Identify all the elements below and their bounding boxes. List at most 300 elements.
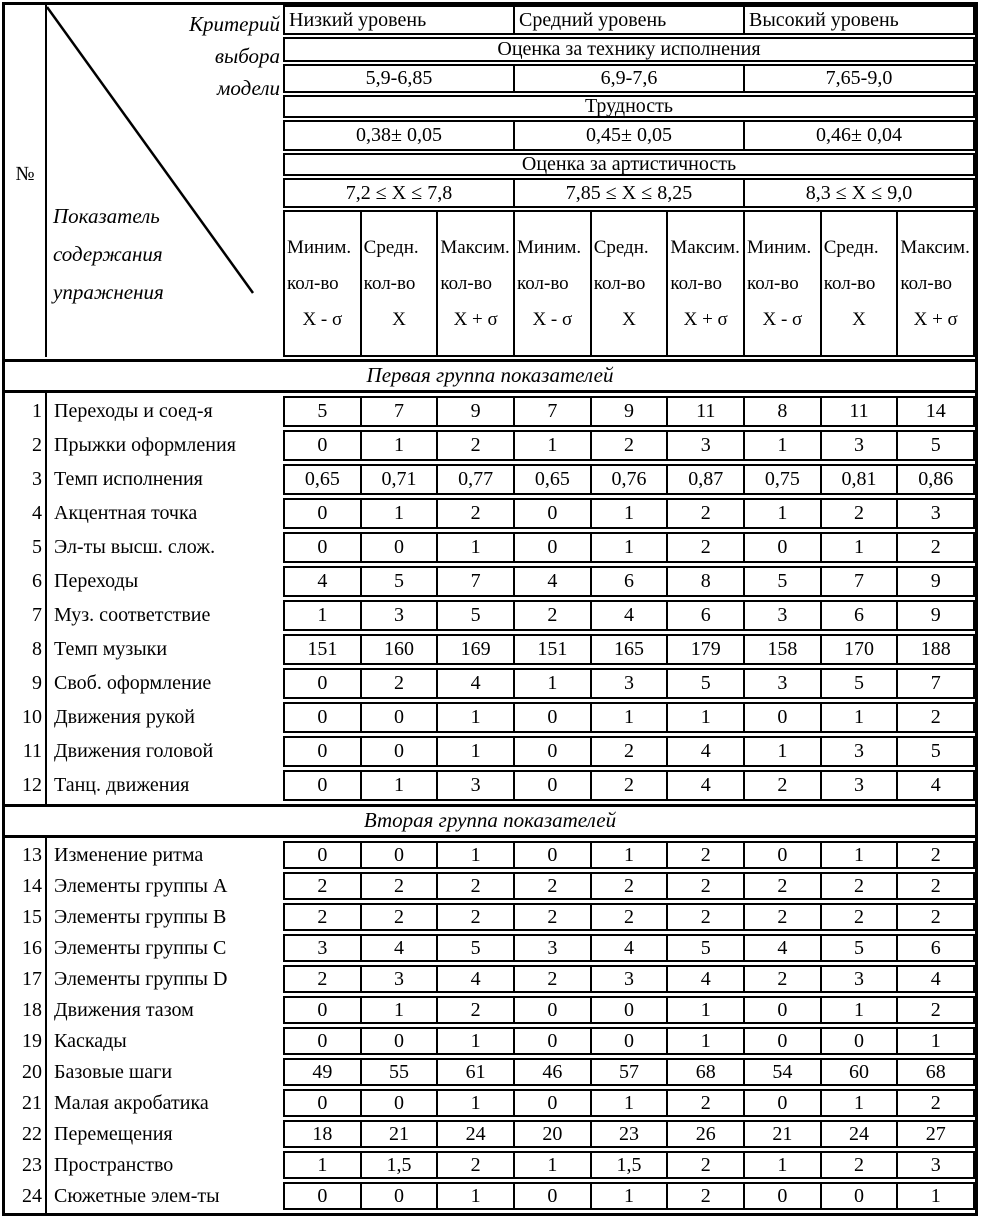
row-label: Муз. соответствие bbox=[54, 604, 211, 626]
value-cell: 170 bbox=[820, 634, 899, 665]
subcolumn-title: Миним. bbox=[747, 236, 812, 258]
table-row bbox=[5, 965, 975, 993]
value-cell: 2 bbox=[820, 498, 899, 529]
value-cell: 68 bbox=[666, 1058, 745, 1086]
value-cell: 3 bbox=[436, 770, 515, 801]
table-row bbox=[5, 464, 975, 495]
value-cell: 0 bbox=[283, 1182, 362, 1210]
table-row bbox=[5, 1182, 975, 1210]
row-label: Акцентная точка bbox=[54, 502, 198, 524]
value-cell: 2 bbox=[666, 841, 745, 869]
value-cell: 1 bbox=[896, 1027, 975, 1055]
value-cell: 5 bbox=[820, 934, 899, 962]
difficulty-value-row bbox=[283, 120, 975, 151]
row-label: Переходы и соед-я bbox=[54, 400, 213, 422]
table-row bbox=[5, 903, 975, 931]
value-cell: 46 bbox=[513, 1058, 592, 1086]
value-cell: 2 bbox=[360, 668, 439, 699]
value-cell: 0 bbox=[743, 1089, 822, 1117]
subcolumn-unit: кол-во bbox=[747, 272, 799, 294]
value-cell: 2 bbox=[666, 903, 745, 931]
subcolumn-formula: X bbox=[852, 308, 866, 330]
indicator-corner-label bbox=[53, 197, 164, 311]
value-cell: 0 bbox=[283, 770, 362, 801]
value-cell: 0 bbox=[283, 1027, 362, 1055]
subcolumn-title: Максим. bbox=[440, 236, 510, 258]
value-cell: 1 bbox=[436, 841, 515, 869]
value-cell: 0 bbox=[360, 736, 439, 767]
value-cell: 0 bbox=[283, 1089, 362, 1117]
subcolumn-title: Миним. bbox=[287, 236, 352, 258]
subcolumn-unit: кол-во bbox=[593, 272, 646, 294]
value-cell: 11 bbox=[666, 396, 745, 427]
value-cell: 0,81 bbox=[820, 464, 899, 495]
value-cell: 0 bbox=[820, 1182, 899, 1210]
row-label: Своб. оформление bbox=[54, 672, 212, 694]
value-cell: 0 bbox=[820, 1027, 899, 1055]
technique-range-high: 7,65-9,0 bbox=[743, 64, 975, 93]
value-cell: 1 bbox=[360, 770, 439, 801]
value-cell: 2 bbox=[820, 903, 899, 931]
value-cell: 1 bbox=[743, 430, 822, 461]
value-cell: 2 bbox=[283, 965, 362, 993]
value-cell: 0 bbox=[283, 736, 362, 767]
value-cell: 9 bbox=[590, 396, 669, 427]
row-number: 13 bbox=[22, 843, 42, 866]
artistry-score-header-row bbox=[283, 153, 975, 176]
value-cell: 4 bbox=[666, 736, 745, 767]
value-cell: 0,71 bbox=[360, 464, 439, 495]
value-cell: 18 bbox=[283, 1120, 362, 1148]
value-cell: 1 bbox=[436, 1182, 515, 1210]
row-number: 11 bbox=[22, 740, 42, 762]
value-cell: 1 bbox=[666, 702, 745, 733]
value-cell: 1 bbox=[820, 702, 899, 733]
value-cell: 1 bbox=[743, 736, 822, 767]
row-number: 4 bbox=[32, 502, 42, 524]
value-cell: 1 bbox=[590, 1089, 669, 1117]
row-number: 14 bbox=[22, 874, 42, 897]
value-cell: 1 bbox=[360, 430, 439, 461]
technique-range-mid: 6,9-7,6 bbox=[513, 64, 745, 93]
value-cell: 68 bbox=[896, 1058, 975, 1086]
value-cell: 2 bbox=[436, 996, 515, 1024]
value-cell: 7 bbox=[820, 566, 899, 597]
value-cell: 1 bbox=[436, 736, 515, 767]
value-cell: 3 bbox=[360, 965, 439, 993]
row-number: 12 bbox=[22, 774, 42, 796]
difficulty-value-low: 0,38± 0,05 bbox=[283, 120, 515, 151]
row-label: Движения тазом bbox=[54, 998, 194, 1021]
value-cell: 1 bbox=[590, 532, 669, 563]
row-values bbox=[283, 668, 975, 699]
value-cell: 0 bbox=[743, 702, 822, 733]
value-cell: 0 bbox=[743, 841, 822, 869]
level-header-mid: Средний уровень bbox=[513, 5, 745, 35]
column-headers bbox=[283, 5, 975, 357]
table-row bbox=[5, 996, 975, 1024]
artistry-range-low: 7,2 ≤ X ≤ 7,8 bbox=[283, 178, 515, 208]
value-cell: 2 bbox=[666, 1089, 745, 1117]
row-label: Движения головой bbox=[54, 740, 214, 762]
row-label: Элементы группы A bbox=[54, 874, 228, 897]
value-cell: 0,76 bbox=[590, 464, 669, 495]
table-row bbox=[5, 702, 975, 733]
value-cell: 0,65 bbox=[283, 464, 362, 495]
value-cell: 1 bbox=[283, 1151, 362, 1179]
value-cell: 2 bbox=[513, 872, 592, 900]
indicator-line: Показатель bbox=[53, 204, 160, 228]
value-cell: 55 bbox=[360, 1058, 439, 1086]
value-cell: 26 bbox=[666, 1120, 745, 1148]
value-cell: 2 bbox=[590, 770, 669, 801]
row-number: 19 bbox=[22, 1029, 42, 1052]
value-cell: 2 bbox=[590, 736, 669, 767]
value-cell: 2 bbox=[590, 430, 669, 461]
row-number: 23 bbox=[22, 1153, 42, 1176]
value-cell: 2 bbox=[360, 872, 439, 900]
value-cell: 5 bbox=[436, 934, 515, 962]
value-cell: 0 bbox=[360, 1027, 439, 1055]
value-cell: 2 bbox=[360, 903, 439, 931]
criteria-corner-label bbox=[189, 8, 280, 104]
value-cell: 1 bbox=[743, 1151, 822, 1179]
value-cell: 1 bbox=[590, 841, 669, 869]
table-row bbox=[5, 872, 975, 900]
value-cell: 6 bbox=[590, 566, 669, 597]
row-number: 15 bbox=[22, 905, 42, 928]
criteria-line: выбора bbox=[214, 44, 280, 68]
row-label: Танц. движения bbox=[54, 774, 190, 796]
technique-range-low: 5,9-6,85 bbox=[283, 64, 515, 93]
group-rows-second bbox=[5, 838, 975, 1213]
value-cell: 2 bbox=[436, 872, 515, 900]
value-cell: 1,5 bbox=[590, 1151, 669, 1179]
row-values bbox=[283, 600, 975, 631]
value-cell: 160 bbox=[360, 634, 439, 665]
value-cell: 1 bbox=[743, 498, 822, 529]
value-cell: 3 bbox=[820, 430, 899, 461]
value-cell: 5 bbox=[743, 566, 822, 597]
value-cell: 0 bbox=[743, 996, 822, 1024]
value-cell: 2 bbox=[436, 430, 515, 461]
row-number: 20 bbox=[22, 1060, 42, 1083]
value-cell: 151 bbox=[283, 634, 362, 665]
subcolumn-unit: кол-во bbox=[823, 272, 876, 294]
subcolumn-formula: X + σ bbox=[453, 308, 498, 330]
value-cell: 8 bbox=[666, 566, 745, 597]
value-cell: 1,5 bbox=[360, 1151, 439, 1179]
value-cell: 2 bbox=[666, 532, 745, 563]
subcolumn-title: Средн. bbox=[593, 236, 649, 258]
value-cell: 9 bbox=[436, 396, 515, 427]
value-cell: 4 bbox=[513, 566, 592, 597]
row-label: Элементы группы C bbox=[54, 936, 227, 959]
value-cell: 0,77 bbox=[436, 464, 515, 495]
value-cell: 1 bbox=[820, 532, 899, 563]
value-cell: 24 bbox=[820, 1120, 899, 1148]
value-cell: 9 bbox=[896, 600, 975, 631]
value-cell: 2 bbox=[743, 770, 822, 801]
value-cell: 188 bbox=[896, 634, 975, 665]
criteria-line: Критерий bbox=[189, 12, 280, 36]
value-cell: 2 bbox=[896, 841, 975, 869]
value-cell: 4 bbox=[590, 600, 669, 631]
table-row bbox=[5, 634, 975, 665]
value-cell: 0 bbox=[283, 532, 362, 563]
number-column-divider bbox=[45, 393, 47, 804]
value-cell: 2 bbox=[896, 872, 975, 900]
row-label: Темп музыки bbox=[54, 638, 168, 660]
table-row bbox=[5, 566, 975, 597]
value-cell: 3 bbox=[896, 1151, 975, 1179]
value-cell: 1 bbox=[436, 1089, 515, 1117]
value-cell: 1 bbox=[820, 996, 899, 1024]
value-cell: 14 bbox=[896, 396, 975, 427]
row-number: 3 bbox=[32, 468, 42, 490]
value-cell: 2 bbox=[743, 965, 822, 993]
value-cell: 151 bbox=[513, 634, 592, 665]
row-number: 24 bbox=[22, 1184, 42, 1207]
value-cell: 1 bbox=[513, 668, 592, 699]
indicator-line: упражнения bbox=[53, 280, 164, 304]
table-row bbox=[5, 532, 975, 563]
row-number: 22 bbox=[22, 1122, 42, 1145]
row-number: 2 bbox=[32, 434, 42, 456]
value-cell: 7 bbox=[513, 396, 592, 427]
value-cell: 4 bbox=[360, 934, 439, 962]
subcolumn-unit: кол-во bbox=[670, 272, 723, 294]
value-cell: 0 bbox=[283, 841, 362, 869]
table-row bbox=[5, 600, 975, 631]
value-cell: 0 bbox=[513, 498, 592, 529]
row-values bbox=[283, 532, 975, 563]
value-cell: 49 bbox=[283, 1058, 362, 1086]
subcolumn-unit: кол-во bbox=[363, 272, 416, 294]
value-cell: 20 bbox=[513, 1120, 592, 1148]
value-cell: 2 bbox=[666, 1151, 745, 1179]
subcolumn-formula: X bbox=[622, 308, 636, 330]
value-cell: 5 bbox=[360, 566, 439, 597]
value-cell: 3 bbox=[743, 668, 822, 699]
row-label: Темп исполнения bbox=[54, 468, 203, 490]
difficulty-value-high: 0,46± 0,04 bbox=[743, 120, 975, 151]
value-cell: 4 bbox=[666, 770, 745, 801]
subcolumn-header-row bbox=[283, 210, 975, 357]
value-cell: 0 bbox=[513, 1182, 592, 1210]
value-cell: 1 bbox=[283, 600, 362, 631]
subcolumn-formula: X + σ bbox=[683, 308, 728, 330]
table-row bbox=[5, 736, 975, 767]
value-cell: 24 bbox=[436, 1120, 515, 1148]
indicator-line: содержания bbox=[53, 242, 163, 266]
table-row bbox=[5, 1151, 975, 1179]
row-values bbox=[283, 965, 975, 993]
row-number: 21 bbox=[22, 1091, 42, 1114]
value-cell: 0 bbox=[513, 770, 592, 801]
value-cell: 23 bbox=[590, 1120, 669, 1148]
row-values bbox=[283, 770, 975, 801]
value-cell: 2 bbox=[743, 872, 822, 900]
table-row bbox=[5, 396, 975, 427]
value-cell: 0,75 bbox=[743, 464, 822, 495]
value-cell: 2 bbox=[283, 872, 362, 900]
value-cell: 1 bbox=[820, 1089, 899, 1117]
row-label: Эл-ты высш. слож. bbox=[54, 536, 216, 558]
artistry-range-mid: 7,85 ≤ X ≤ 8,25 bbox=[513, 178, 745, 208]
value-cell: 6 bbox=[820, 600, 899, 631]
subcolumn-formula: X - σ bbox=[532, 308, 573, 330]
subcolumn-header-max bbox=[666, 210, 745, 357]
table-row bbox=[5, 498, 975, 529]
value-cell: 11 bbox=[820, 396, 899, 427]
value-cell: 7 bbox=[436, 566, 515, 597]
value-cell: 6 bbox=[896, 934, 975, 962]
table-row bbox=[5, 1120, 975, 1148]
value-cell: 4 bbox=[590, 934, 669, 962]
value-cell: 4 bbox=[283, 566, 362, 597]
level-header-high: Высокий уровень bbox=[743, 5, 975, 35]
value-cell: 61 bbox=[436, 1058, 515, 1086]
value-cell: 2 bbox=[513, 903, 592, 931]
value-cell: 2 bbox=[513, 600, 592, 631]
row-label: Пространство bbox=[54, 1153, 174, 1176]
value-cell: 1 bbox=[590, 1182, 669, 1210]
value-cell: 5 bbox=[896, 430, 975, 461]
difficulty-header-row bbox=[283, 95, 975, 118]
section-header-first: Первая группа показателей bbox=[5, 359, 975, 393]
row-values bbox=[283, 464, 975, 495]
technique-range-row bbox=[283, 64, 975, 93]
value-cell: 1 bbox=[590, 498, 669, 529]
value-cell: 1 bbox=[436, 702, 515, 733]
row-number: 18 bbox=[22, 998, 42, 1021]
value-cell: 21 bbox=[743, 1120, 822, 1148]
row-values bbox=[283, 996, 975, 1024]
subcolumn-header-avg bbox=[590, 210, 669, 357]
value-cell: 5 bbox=[436, 600, 515, 631]
row-values bbox=[283, 934, 975, 962]
subcolumn-header-avg bbox=[360, 210, 439, 357]
value-cell: 0 bbox=[513, 1027, 592, 1055]
value-cell: 5 bbox=[283, 396, 362, 427]
value-cell: 2 bbox=[896, 903, 975, 931]
value-cell: 4 bbox=[436, 965, 515, 993]
value-cell: 27 bbox=[896, 1120, 975, 1148]
value-cell: 2 bbox=[590, 872, 669, 900]
value-cell: 2 bbox=[820, 1151, 899, 1179]
row-values bbox=[283, 634, 975, 665]
value-cell: 3 bbox=[666, 430, 745, 461]
row-label: Движения рукой bbox=[54, 706, 195, 728]
value-cell: 9 bbox=[896, 566, 975, 597]
number-column-header: № bbox=[15, 163, 35, 185]
row-number: 6 bbox=[32, 570, 42, 592]
row-values bbox=[283, 1027, 975, 1055]
value-cell: 2 bbox=[590, 903, 669, 931]
value-cell: 0 bbox=[743, 532, 822, 563]
value-cell: 1 bbox=[896, 1182, 975, 1210]
value-cell: 3 bbox=[360, 600, 439, 631]
table-row bbox=[5, 1027, 975, 1055]
row-label: Перемещения bbox=[54, 1122, 173, 1145]
value-cell: 0 bbox=[360, 841, 439, 869]
value-cell: 2 bbox=[820, 872, 899, 900]
subcolumn-formula: X bbox=[392, 308, 406, 330]
value-cell: 0,65 bbox=[513, 464, 592, 495]
value-cell: 0 bbox=[590, 1027, 669, 1055]
row-number: 5 bbox=[32, 536, 42, 558]
row-values bbox=[283, 702, 975, 733]
row-label: Малая акробатика bbox=[54, 1091, 209, 1114]
table-row bbox=[5, 668, 975, 699]
table-row bbox=[5, 770, 975, 801]
value-cell: 2 bbox=[283, 903, 362, 931]
value-cell: 0 bbox=[283, 996, 362, 1024]
value-cell: 8 bbox=[743, 396, 822, 427]
value-cell: 4 bbox=[743, 934, 822, 962]
row-values bbox=[283, 1120, 975, 1148]
value-cell: 1 bbox=[590, 702, 669, 733]
row-values bbox=[283, 430, 975, 461]
value-cell: 0 bbox=[590, 996, 669, 1024]
group-rows-first bbox=[5, 393, 975, 804]
subcolumn-header-max bbox=[896, 210, 975, 357]
subcolumn-unit: кол-во bbox=[287, 272, 339, 294]
subcolumn-title: Средн. bbox=[363, 236, 419, 258]
value-cell: 2 bbox=[666, 1182, 745, 1210]
value-cell: 2 bbox=[436, 498, 515, 529]
subcolumn-formula: X - σ bbox=[762, 308, 803, 330]
subcolumn-title: Средн. bbox=[823, 236, 879, 258]
value-cell: 5 bbox=[666, 934, 745, 962]
value-cell: 2 bbox=[896, 1089, 975, 1117]
value-cell: 3 bbox=[743, 600, 822, 631]
value-cell: 0 bbox=[513, 736, 592, 767]
artistry-score-header: Оценка за артистичность bbox=[283, 153, 975, 176]
value-cell: 2 bbox=[896, 702, 975, 733]
subcolumn-title: Миним. bbox=[517, 236, 582, 258]
value-cell: 0 bbox=[283, 430, 362, 461]
table-row bbox=[5, 1058, 975, 1086]
row-number: 16 bbox=[22, 936, 42, 959]
value-cell: 4 bbox=[896, 770, 975, 801]
value-cell: 0 bbox=[283, 668, 362, 699]
subcolumn-header-min bbox=[283, 210, 362, 357]
value-cell: 0,86 bbox=[896, 464, 975, 495]
value-cell: 2 bbox=[436, 1151, 515, 1179]
value-cell: 2 bbox=[666, 872, 745, 900]
value-cell: 0 bbox=[513, 841, 592, 869]
row-values bbox=[283, 1182, 975, 1210]
value-cell: 1 bbox=[513, 430, 592, 461]
value-cell: 3 bbox=[820, 736, 899, 767]
subcolumn-unit: кол-во bbox=[440, 272, 493, 294]
value-cell: 57 bbox=[590, 1058, 669, 1086]
value-cell: 0 bbox=[513, 532, 592, 563]
value-cell: 3 bbox=[283, 934, 362, 962]
level-header-row bbox=[283, 5, 975, 35]
difficulty-header: Трудность bbox=[283, 95, 975, 118]
row-values bbox=[283, 566, 975, 597]
value-cell: 2 bbox=[743, 903, 822, 931]
value-cell: 0 bbox=[360, 1089, 439, 1117]
value-cell: 3 bbox=[590, 965, 669, 993]
value-cell: 1 bbox=[360, 498, 439, 529]
value-cell: 2 bbox=[666, 498, 745, 529]
criteria-line: модели bbox=[217, 76, 280, 100]
subcolumn-header-max bbox=[436, 210, 515, 357]
